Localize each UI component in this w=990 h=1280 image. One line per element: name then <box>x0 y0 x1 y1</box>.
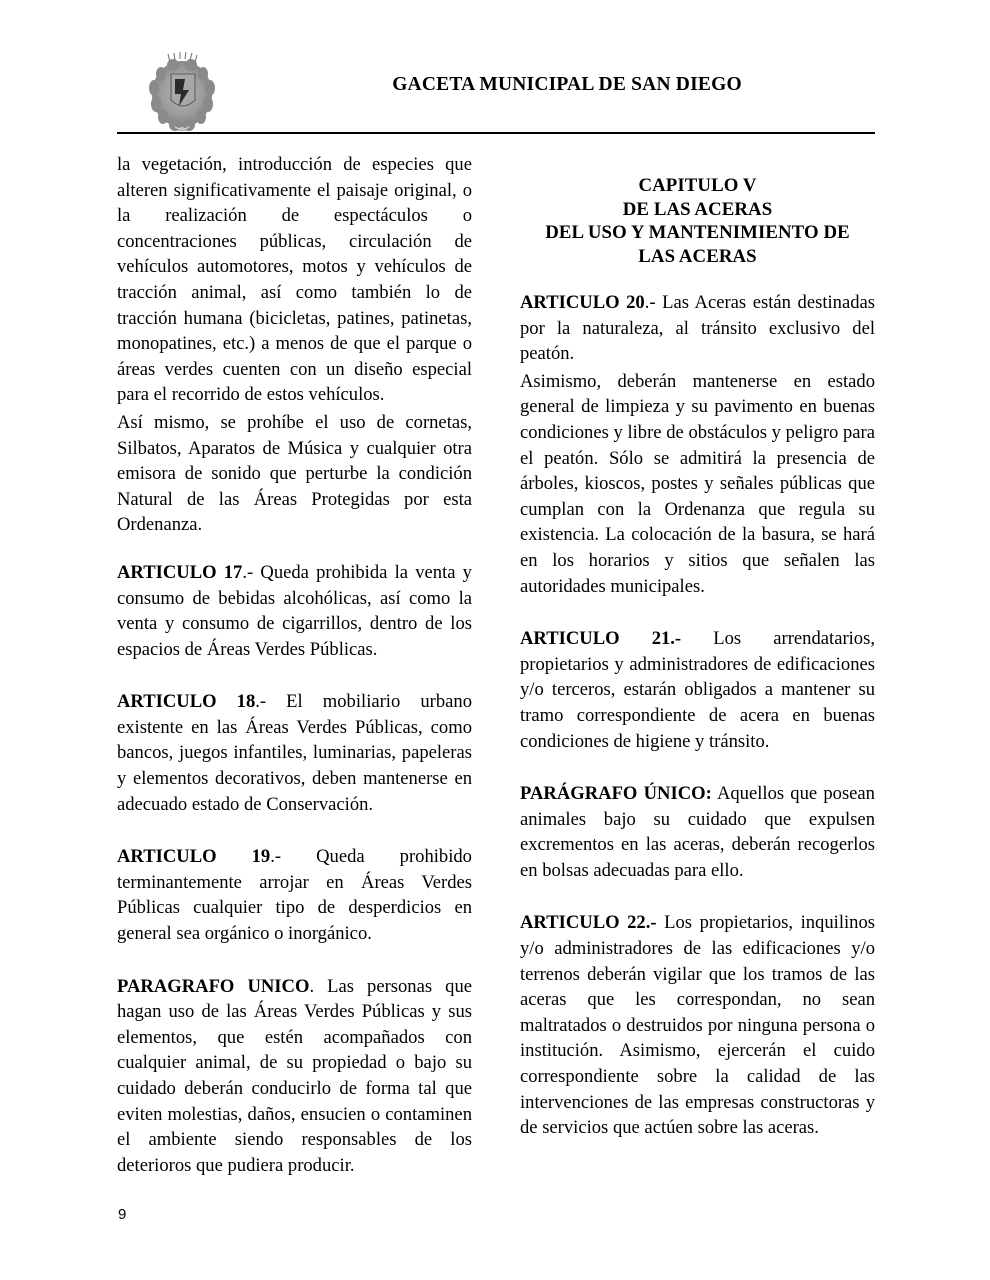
paragraph-articulo-19 <box>117 844 472 946</box>
left-text-column <box>117 152 472 1178</box>
paragraph-articulo-17 <box>117 560 472 662</box>
header-divider <box>117 132 875 134</box>
page-number: 9 <box>118 1206 127 1223</box>
paragraph-asi-mismo-cornetas <box>117 410 472 538</box>
chapter-heading-line: DEL USO Y MANTENIMIENTO DE <box>545 222 850 243</box>
paragraph-articulo-21 <box>520 626 875 754</box>
paragraph-text: .- Queda prohibida la venta y consumo de bebidas alcohólicas, así como la venta y consumo de cigarrillos, dentro de los espacios de Áreas Verdes Públicas. <box>117 561 472 660</box>
paragraph-text: Aquellos que posean animales bajo su cuidado que expulsen excrementos en las aceras, deberán recogerlos en bolsas adecuadas para ello. <box>520 783 875 881</box>
paragraph-paragrafo-unico <box>520 781 875 883</box>
paragraph-label: PARAGRAFO UNICO <box>117 975 310 997</box>
article-label: ARTICULO 17 <box>117 561 243 583</box>
paragraph-label: PARÁGRAFO ÚNICO: <box>520 783 712 805</box>
chapter-heading <box>520 174 875 268</box>
page-header <box>117 48 875 134</box>
article-label: ARTICULO 22.- <box>520 912 657 934</box>
article-label: ARTICULO 18 <box>117 691 256 713</box>
paragraph-text: Los propietarios, inquilinos y/o administradores de las edificaciones y/o terrenos deberán vigilar que los tramos de las aceras que les correspondan, no sean maltratados o destruidos por ninguna persona o institución. Asimismo, ejercerán el cuido correspondiente sobre la calidad de las intervenciones de las empresas constructoras y de servicios que actúen sobre las aceras. <box>520 912 875 1139</box>
article-label: ARTICULO 19 <box>117 846 271 868</box>
paragraph-text: Asimismo, deberán mantenerse en estado general de limpieza y su pavimento en buenas condiciones y libre de obstáculos y peligro para el peatón. Sólo se admitirá la presencia de árboles, kioscos, postes y señales públicas que cumplan con la Ordenanza que regula su existencia. La colocación de la basura, se hará en los horarios y sitios que señalen las autoridades municipales. <box>520 370 875 597</box>
coat-of-arms-icon <box>145 50 219 132</box>
paragraph-asimismo-limpieza <box>520 369 875 599</box>
paragraph-articulo-20 <box>520 290 875 367</box>
chapter-heading-line: LAS ACERAS <box>638 245 757 267</box>
paragraph-text: . Las personas que hagan uso de las Áreas Verdes Públicas y sus elementos, que estén acompañados con cualquier animal, de su propiedad o bajo su cuidado deberán conducirlo de forma tal que eviten molestias, daños, ensucien o contaminen el ambiente siendo responsables de los deterioros que pudiera producir. <box>117 975 472 1176</box>
chapter-heading-line: DE LAS ACERAS <box>622 198 773 220</box>
paragraph-text: Los arrendatarios, propietarios y administradores de edificaciones y/o terceros, estarán obligados a mantener su tramo correspondiente de acera en buenas condiciones de higiene y tránsito. <box>520 628 875 752</box>
paragraph-articulo-18 <box>117 689 472 817</box>
paragraph-paragrafo-unico <box>117 974 472 1179</box>
document-body <box>117 152 875 1176</box>
paragraph-continuation-vegetacion <box>117 152 472 408</box>
paragraph-text: .- Queda prohibido terminantemente arrojar en Áreas Verdes Públicas cualquier tipo de desperdicios en general sea orgánico o inorgánico. <box>117 846 472 945</box>
article-label: ARTICULO 20 <box>520 292 645 313</box>
paragraph-text: .- El mobiliario urbano existente en las Áreas Verdes Públicas, como bancos, juegos infantiles, luminarias, papeleras y elementos decorativos, deben mantenerse en adecuado estado de Conservación. <box>117 691 472 815</box>
paragraph-articulo-22 <box>520 910 875 1140</box>
article-label: ARTICULO 21.- <box>520 628 682 650</box>
paragraph-text: .- Las Aceras están destinadas por la naturaleza, al tránsito exclusivo del peatón. <box>520 292 875 365</box>
paragraph-text: Así mismo, se prohíbe el uso de cornetas, Silbatos, Aparatos de Música y cualquier otra emisora de sonido que perturbe la condición Natural de las Áreas Protegidas por esta Ordenanza. <box>117 411 472 536</box>
right-text-column <box>520 152 875 1141</box>
page-title: GACETA MUNICIPAL DE SAN DIEGO <box>392 74 742 95</box>
paragraph-text: la vegetación, introducción de especies que alteren significativamente el paisaje original, o la realización de espectáculos o concentraciones públicas, circulación de vehículos automotores, motos y vehículos de tracción animal, así como también lo de tracción humana (bicicletas, patines, patinetas, monopatines, etc.) a menos de que el parque o áreas verdes cuenten con un diseño especial para el recorrido de estos vehículos. <box>117 154 472 406</box>
chapter-heading-line: CAPITULO V <box>638 175 757 196</box>
